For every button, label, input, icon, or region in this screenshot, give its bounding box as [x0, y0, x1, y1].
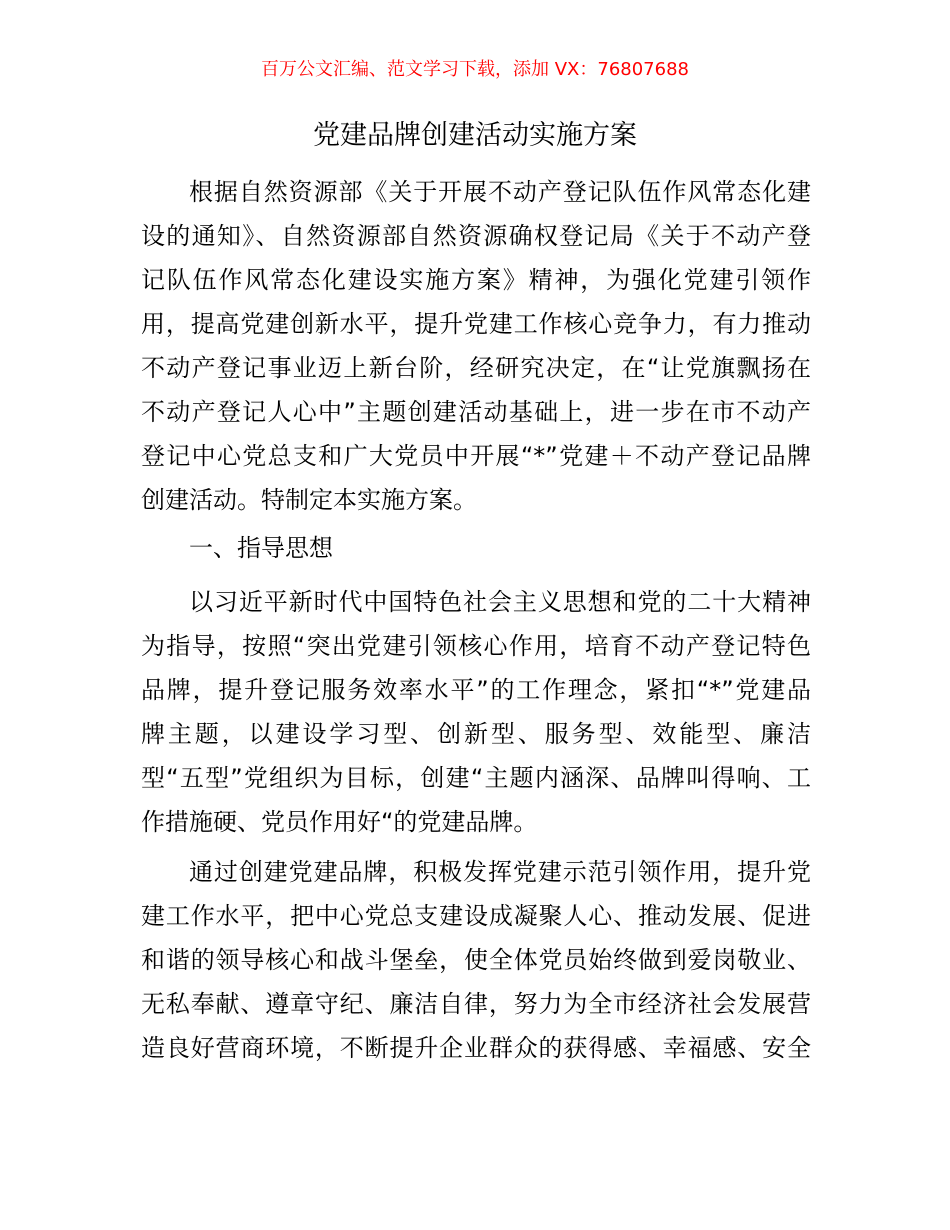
paragraph-line: 作措施硬、党员作用好“的党建品牌。	[141, 808, 538, 836]
paragraph-line: 通过创建党建品牌，积极发挥党建示范引领作用，提升党	[189, 858, 811, 886]
paragraph-line: 和谐的领导核心和战斗堡垒，使全体党员始终做到爱岗敬业、	[141, 946, 811, 974]
paragraph-line: 建工作水平，把中心党总支建设成凝聚人心、推动发展、促进	[141, 902, 811, 930]
paragraph-line: 根据自然资源部《关于开展不动产登记队伍作风常态化建	[189, 178, 811, 206]
section-heading-text: 一、指导思想	[189, 534, 333, 562]
paragraph-line: 为指导，按照“突出党建引领核心作用，培育不动产登记特色	[141, 632, 811, 660]
paragraph-line: 品牌，提升登记服务效率水平”的工作理念，紧扣“*”党建品	[141, 676, 811, 704]
paragraph-line: 牌主题，以建设学习型、创新型、服务型、效能型、廉洁	[141, 720, 811, 748]
paragraph-guiding-thought	[141, 580, 811, 844]
paragraph-line: 不动产登记事业迈上新台阶，经研究决定，在“让党旗飘扬在	[141, 354, 811, 382]
paragraph-line: 用，提高党建创新水平，提升党建工作核心竞争力，有力推动	[141, 310, 811, 338]
paragraph-goals	[141, 850, 811, 1070]
paragraph-line: 记队伍作风常态化建设实施方案》精神，为强化党建引领作	[141, 266, 811, 294]
header-watermark-note: 百万公文汇编、范文学习下载，添加 VX：76807688	[261, 59, 689, 80]
document-title: 党建品牌创建活动实施方案	[313, 120, 637, 151]
paragraph-line: 无私奉献、遵章守纪、廉洁自律，努力为全市经济社会发展营	[141, 990, 811, 1018]
paragraph-line: 不动产登记人心中”主题创建活动基础上，进一步在市不动产	[141, 398, 811, 426]
paragraph-line: 创建活动。特制定本实施方案。	[141, 486, 477, 514]
section-heading	[141, 526, 811, 570]
paragraph-line: 型“五型”党组织为目标，创建“主题内涵深、品牌叫得响、工	[141, 764, 811, 792]
paragraph-line: 以习近平新时代中国特色社会主义思想和党的二十大精神	[189, 588, 811, 616]
paragraph-intro	[141, 170, 811, 522]
paragraph-line: 造良好营商环境，不断提升企业群众的获得感、幸福感、安全	[141, 1034, 811, 1062]
paragraph-line: 登记中心党总支和广大党员中开展“*”党建＋不动产登记品牌	[141, 442, 811, 470]
paragraph-line: 设的通知》、自然资源部自然资源确权登记局《关于不动产登	[141, 222, 811, 250]
